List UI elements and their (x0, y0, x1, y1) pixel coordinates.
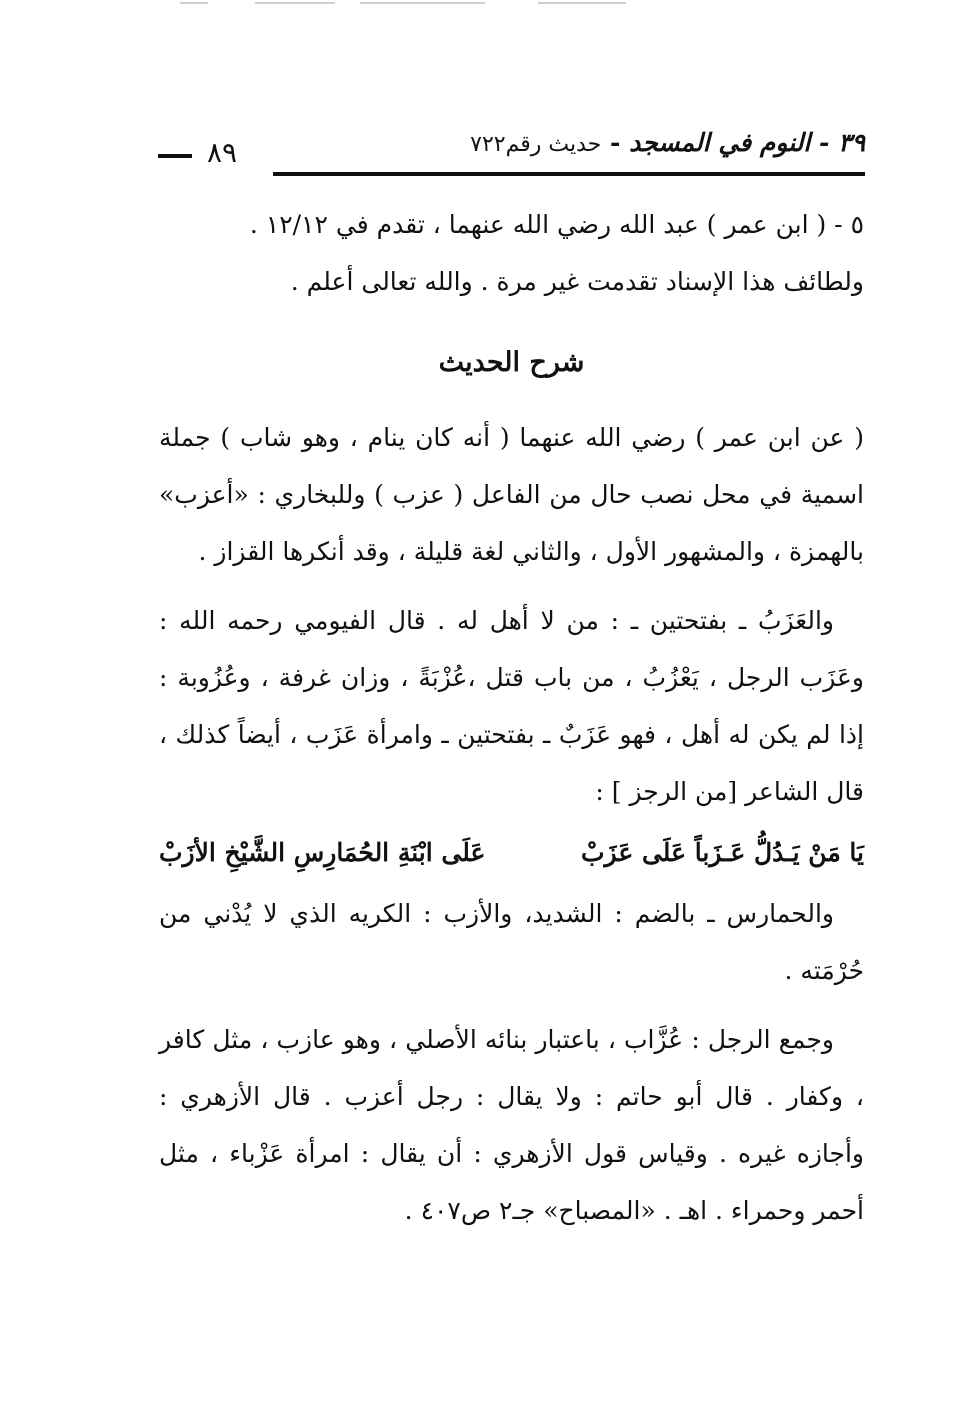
commentary-paragraph: والحمارس ـ بالضم : الشديد، والأزب : الكريه الذي لا يُدْني من حُرْمَته . (159, 899, 864, 985)
scan-artifact (180, 2, 208, 4)
verse-second-hemistich: عَلَى ابْنَةِ الحُمَارِسِ الشَّيْخِ الأزَبْ (159, 838, 486, 867)
header-separator: - (609, 128, 621, 157)
poetry-verse (159, 824, 864, 881)
header-title (470, 128, 865, 157)
scan-artifact (538, 2, 626, 4)
commentary-paragraph: والعَزَبُ ـ بفتحتين ـ : من لا أهل له . قال الفيومي رحمه الله : وعَزَب الرجل ، يَعْزُبُ ، من باب قتل ،عُزْبَةً ، وزان غرفة ، وعُزُوبة : إذا لم يكن له أهل ، فهو عَزَبٌ ـ بفتحتين ـ وامرأة عَزَب ، أيضاً كذلك ، قال الشاعر [من الرجز ] : (159, 606, 864, 806)
verse-first-hemistich: يَا مَنْ يَـدُلُّ عَـزَباً عَلَى عَزَبْ (581, 838, 864, 867)
hadith-number: حديث رقم٧٢٢ (470, 132, 602, 157)
section-heading: شرح الحديث (438, 347, 585, 378)
page-body (159, 196, 864, 1239)
isnad-note: ولطائف هذا الإسناد تقدمت غير مرة . والله تعالى أعلم . (290, 267, 864, 296)
page-number-dash (158, 154, 192, 158)
commentary-paragraph: ( عن ابن عمر ) رضي الله عنهما ( أنه كان ينام ، وهو شاب ) جملة اسمية في محل نصب حال من الفاعل ( عزب ) وللبخاري : «أعزب» بالهمزة ، والمشهور الأول ، والثاني لغة قليلة ، وقد أنكرها القزاز . (159, 423, 864, 566)
page-number: ٨٩ (207, 136, 238, 169)
running-header (155, 128, 865, 180)
chapter-title: ٣٩ - النوم في المسجد (629, 128, 865, 157)
scan-artifact (360, 2, 485, 4)
commentary-paragraph: وجمع الرجل : عُزَّاب ، باعتبار بنائه الأصلي ، وهو عازب ، مثل كافر ، وكفار . قال أبو حاتم : ولا يقال : رجل أعزب . قال الأزهري : وأجازه غيره . وقياس قول الأزهري : أن يقال : امرأة عَزْباء ، مثل أحمر وحمراء . اهـ . «المصباح» جـ٢ ص٤٠٧ . (159, 1025, 864, 1225)
header-rule (273, 172, 865, 176)
narrator-note: ٥ - ( ابن عمر ) عبد الله رضي الله عنهما ، تقدم في ١٢/١٢ . (249, 210, 864, 239)
scan-artifact (255, 2, 335, 4)
